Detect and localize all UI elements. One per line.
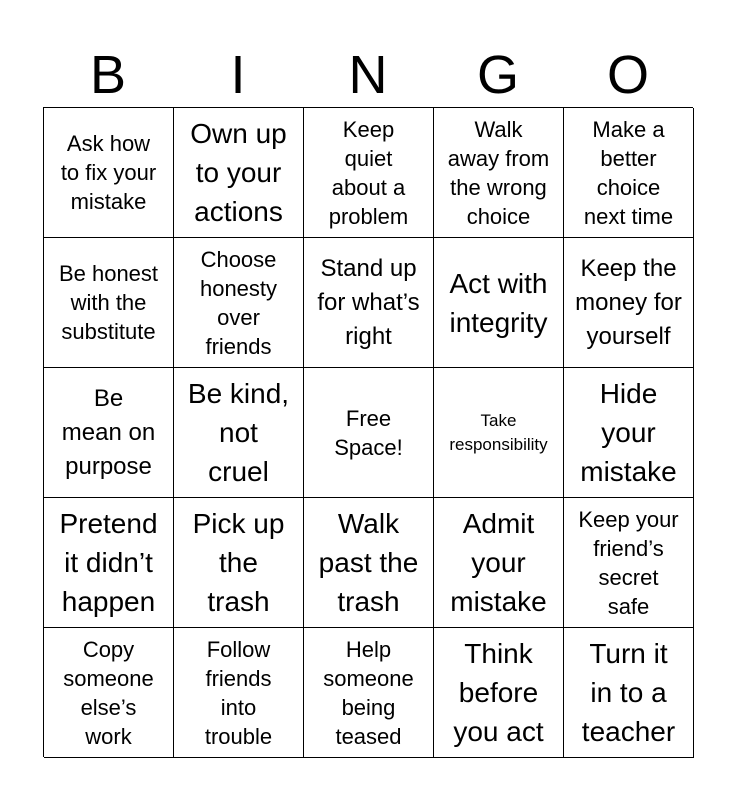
bingo-cell-r3-c4[interactable] [564, 498, 694, 628]
bingo-cell-r0-c2[interactable] [304, 108, 434, 238]
bingo-cell-r4-c4[interactable] [564, 628, 694, 758]
bingo-cell-r3-c1[interactable] [174, 498, 304, 628]
bingo-cell-r4-c3[interactable] [434, 628, 564, 758]
bingo-cell-r4-c1[interactable] [174, 628, 304, 758]
cell-text: Help someone being teased [323, 636, 414, 749]
bingo-cell-r4-c2[interactable] [304, 628, 434, 758]
cell-text: Be honest with the substitute [58, 261, 159, 344]
cell-text: Admit your mistake [450, 508, 547, 617]
header-letter-o: O [606, 45, 649, 105]
bingo-cell-r1-c1[interactable] [174, 238, 304, 368]
cell-text: Be kind, not cruel [187, 378, 290, 487]
cell-text: Copy someone else’s work [63, 636, 154, 749]
cell-text: Walk away from the wrong choice [447, 116, 550, 229]
bingo-board [43, 107, 693, 757]
cell-text: Hide your mistake [580, 378, 677, 487]
header-letter-i: I [230, 45, 246, 105]
bingo-cell-r1-c2[interactable] [304, 238, 434, 368]
bingo-cell-r3-c3[interactable] [434, 498, 564, 628]
cell-text: Stand up for what’s right [317, 254, 420, 350]
cell-text: Take responsibility [449, 410, 548, 454]
cell-text: Free Space! [334, 405, 403, 460]
bingo-cell-r2-c4[interactable] [564, 368, 694, 498]
bingo-cell-r2-c3[interactable] [434, 368, 564, 498]
bingo-cell-r2-c0[interactable] [44, 368, 174, 498]
bingo-cell-r3-c2[interactable] [304, 498, 434, 628]
bingo-cell-free-space[interactable] [304, 368, 434, 498]
bingo-cell-r0-c1[interactable] [174, 108, 304, 238]
bingo-cell-r3-c0[interactable] [44, 498, 174, 628]
cell-text: Choose honesty over friends [199, 246, 278, 359]
bingo-cell-r0-c4[interactable] [564, 108, 694, 238]
bingo-header [43, 42, 693, 108]
bingo-cell-r4-c0[interactable] [44, 628, 174, 758]
header-letter-b: B [89, 45, 127, 105]
cell-text: Own up to your actions [190, 118, 287, 227]
bingo-cell-r1-c3[interactable] [434, 238, 564, 368]
header-letter-n: N [348, 45, 388, 105]
cell-text: Make a better choice next time [583, 116, 674, 229]
cell-text: Act with integrity [449, 267, 548, 338]
bingo-cell-r2-c1[interactable] [174, 368, 304, 498]
bingo-cell-r1-c0[interactable] [44, 238, 174, 368]
cell-text: Follow friends into trouble [204, 636, 273, 749]
cell-text: Keep quiet about a problem [328, 116, 409, 229]
bingo-cell-r0-c0[interactable] [44, 108, 174, 238]
bingo-cell-r1-c4[interactable] [564, 238, 694, 368]
cell-text: Keep your friend’s secret safe [578, 506, 679, 619]
cell-text: Ask how to fix your mistake [60, 131, 157, 214]
cell-text: Pretend it didn’t happen [59, 508, 158, 617]
header-letter-g: G [476, 45, 519, 105]
cell-text: Think before you act [453, 638, 544, 747]
cell-text: Walk past the trash [318, 508, 419, 617]
bingo-cell-r0-c3[interactable] [434, 108, 564, 238]
cell-text: Turn it in to a teacher [581, 638, 676, 747]
cell-text: Be mean on purpose [61, 384, 156, 480]
cell-text: Pick up the trash [192, 508, 285, 617]
cell-text: Keep the money for yourself [575, 254, 682, 350]
